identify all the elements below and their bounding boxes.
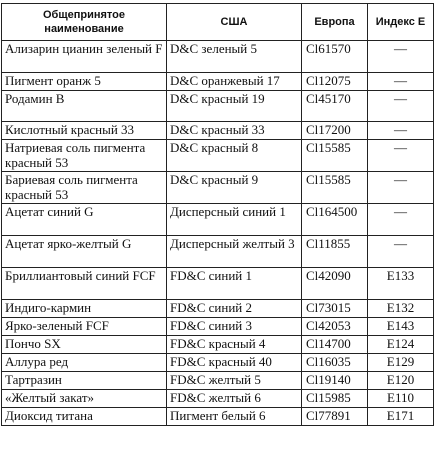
cell-common-name: Натриевая соль пигмента красный 53	[2, 140, 167, 172]
cell-usa-name: FD&C желтый 5	[167, 372, 302, 390]
cell-e-index: E129	[368, 354, 434, 372]
cell-usa-name: FD&C красный 40	[167, 354, 302, 372]
cell-common-name: Родамин В	[2, 91, 167, 122]
cell-e-index: —	[368, 236, 434, 268]
cell-usa-name: Дисперсный синий 1	[167, 204, 302, 236]
cell-usa-name: D&C красный 9	[167, 172, 302, 204]
table-body	[2, 41, 434, 426]
cell-usa-name: FD&C желтый 6	[167, 390, 302, 408]
cell-common-name: «Желтый закат»	[2, 390, 167, 408]
cell-e-index: —	[368, 122, 434, 140]
cell-common-name: Аллура ред	[2, 354, 167, 372]
cell-e-index: —	[368, 140, 434, 172]
table-row	[2, 268, 434, 300]
table-row	[2, 204, 434, 236]
cell-common-name: Ацетат ярко-желтый G	[2, 236, 167, 268]
table-row	[2, 140, 434, 172]
header-common-name: Общепринятое наименование	[2, 4, 167, 41]
cell-common-name: Бариевая соль пигмента красный 53	[2, 172, 167, 204]
cell-europe-code: Cl15585	[302, 172, 368, 204]
table-row	[2, 300, 434, 318]
cell-europe-code: Cl15985	[302, 390, 368, 408]
table-row	[2, 372, 434, 390]
cell-europe-code: Cl42090	[302, 268, 368, 300]
cell-e-index: E120	[368, 372, 434, 390]
cell-common-name: Диоксид титана	[2, 408, 167, 426]
cell-usa-name: D&C красный 33	[167, 122, 302, 140]
cell-europe-code: Cl16035	[302, 354, 368, 372]
cell-common-name: Индиго-кармин	[2, 300, 167, 318]
cell-common-name: Кислотный красный 33	[2, 122, 167, 140]
cell-e-index: E143	[368, 318, 434, 336]
cell-europe-code: Cl42053	[302, 318, 368, 336]
cell-common-name: Ярко-зеленый FCF	[2, 318, 167, 336]
table-header-row	[2, 4, 434, 41]
cell-usa-name: D&C оранжевый 17	[167, 73, 302, 91]
cell-e-index: —	[368, 73, 434, 91]
cell-europe-code: Cl19140	[302, 372, 368, 390]
table-row	[2, 41, 434, 73]
cell-common-name: Ацетат синий G	[2, 204, 167, 236]
cell-usa-name: FD&C красный 4	[167, 336, 302, 354]
cell-usa-name: FD&C синий 2	[167, 300, 302, 318]
table-row	[2, 91, 434, 122]
cell-europe-code: Cl73015	[302, 300, 368, 318]
cell-europe-code: Cl61570	[302, 41, 368, 73]
cell-europe-code: Cl11855	[302, 236, 368, 268]
cell-e-index: E133	[368, 268, 434, 300]
cell-e-index: —	[368, 204, 434, 236]
cell-usa-name: D&C зеленый 5	[167, 41, 302, 73]
table-row	[2, 390, 434, 408]
cell-e-index: —	[368, 172, 434, 204]
table-row	[2, 122, 434, 140]
cell-common-name: Бриллиантовый синий FCF	[2, 268, 167, 300]
cell-common-name: Пигмент оранж 5	[2, 73, 167, 91]
cell-europe-code: Cl15585	[302, 140, 368, 172]
cell-e-index: —	[368, 41, 434, 73]
cell-europe-code: Cl77891	[302, 408, 368, 426]
header-e-index: Индекс Е	[368, 4, 434, 41]
cell-europe-code: Cl12075	[302, 73, 368, 91]
header-usa: США	[167, 4, 302, 41]
cell-e-index: E171	[368, 408, 434, 426]
cell-usa-name: Пигмент белый 6	[167, 408, 302, 426]
cell-common-name: Ализарин цианин зеленый F	[2, 41, 167, 73]
cell-europe-code: Cl45170	[302, 91, 368, 122]
header-europe: Европа	[302, 4, 368, 41]
table-row	[2, 408, 434, 426]
dye-names-table	[1, 3, 434, 426]
cell-usa-name: Дисперсный желтый 3	[167, 236, 302, 268]
cell-usa-name: FD&C синий 3	[167, 318, 302, 336]
cell-usa-name: FD&C синий 1	[167, 268, 302, 300]
cell-europe-code: Cl164500	[302, 204, 368, 236]
cell-e-index: E124	[368, 336, 434, 354]
table-row	[2, 73, 434, 91]
cell-e-index: E110	[368, 390, 434, 408]
cell-europe-code: Cl17200	[302, 122, 368, 140]
table-row	[2, 354, 434, 372]
cell-e-index: E132	[368, 300, 434, 318]
table-row	[2, 318, 434, 336]
table-row	[2, 236, 434, 268]
cell-usa-name: D&C красный 19	[167, 91, 302, 122]
table-row	[2, 336, 434, 354]
cell-common-name: Тартразин	[2, 372, 167, 390]
cell-usa-name: D&C красный 8	[167, 140, 302, 172]
cell-europe-code: Cl14700	[302, 336, 368, 354]
cell-e-index: —	[368, 91, 434, 122]
table-row	[2, 172, 434, 204]
cell-common-name: Пончо SX	[2, 336, 167, 354]
